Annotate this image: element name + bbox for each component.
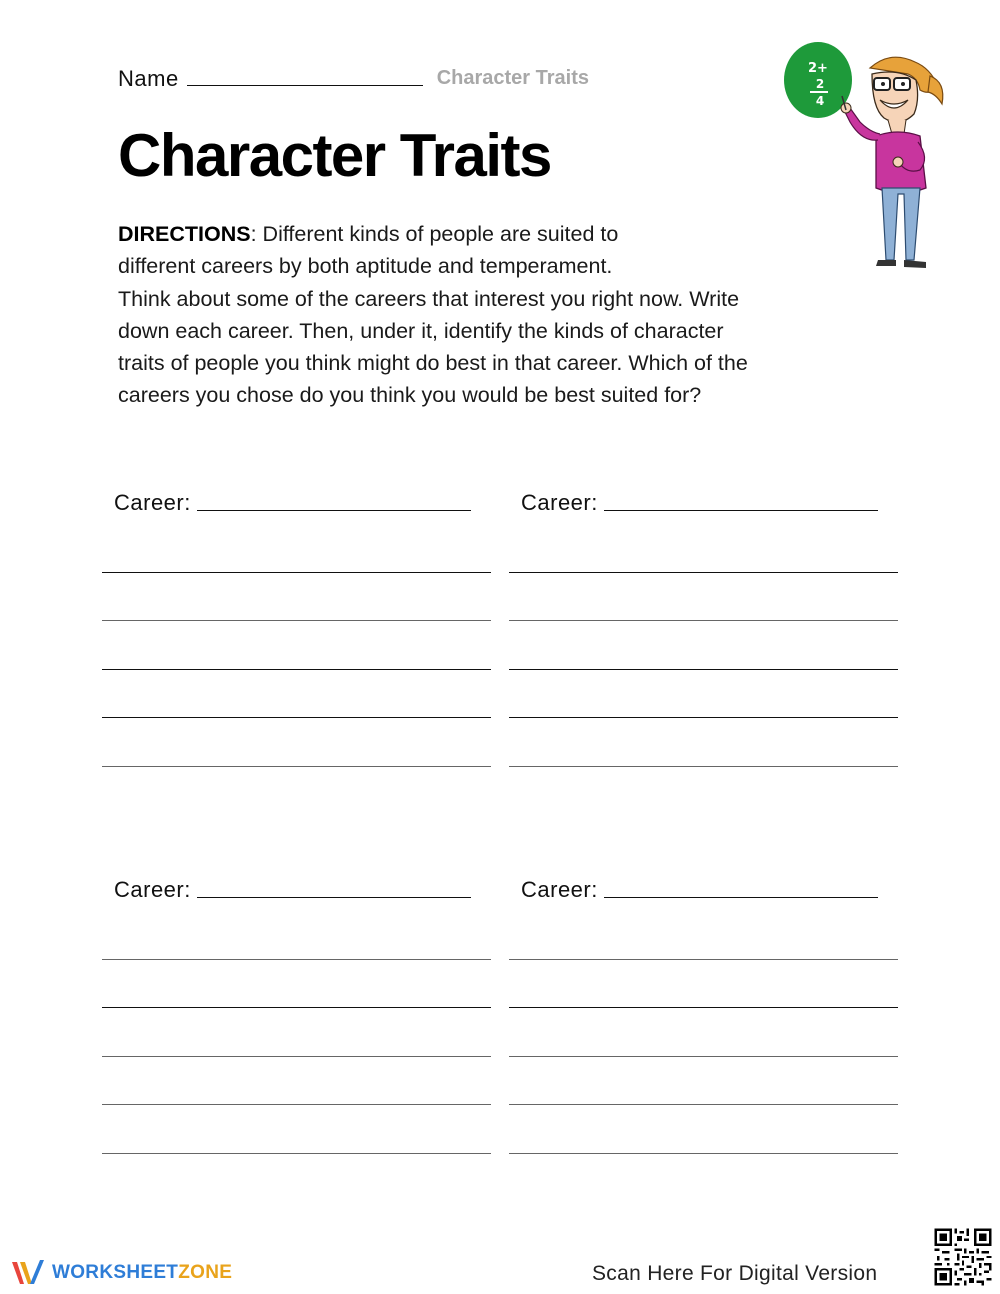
qr-code-icon[interactable] [932,1226,994,1288]
trait-line-5[interactable] [509,1153,898,1154]
trait-line-5[interactable] [102,766,491,767]
directions-line-4: down each career. Then, under it, identify the kinds of character [118,318,724,343]
directions-line-6: careers you chose do you think you would be best suited for? [118,383,702,408]
sign-text-3: 4 [815,94,825,108]
career-heading [521,486,901,516]
trait-line-1[interactable] [102,959,491,960]
name-row [118,58,589,92]
trait-line-2[interactable] [102,1007,491,1008]
trait-line-1[interactable] [509,572,898,573]
career-label: Career: [521,490,598,515]
scan-instruction: Scan Here For Digital Version [592,1262,878,1285]
career-block-4 [509,873,901,1158]
brand-name-part1: WORKSHEET [52,1262,179,1283]
trait-line-3[interactable] [102,669,491,670]
trait-line-3[interactable] [102,1056,491,1057]
trait-line-2[interactable] [509,1007,898,1008]
trait-line-3[interactable] [509,669,898,670]
worksheetzone-logo[interactable] [10,1258,232,1288]
trait-line-1[interactable] [102,572,491,573]
trait-line-5[interactable] [509,766,898,767]
directions [118,218,878,412]
directions-line-2: different careers by both aptitude and temperament. [118,254,613,279]
career-block-1 [102,486,494,771]
career-label: Career: [114,490,191,515]
career-block-3 [102,873,494,1158]
directions-text-1: : Different kinds of people are suited to [250,222,619,246]
brand-name-part2: ZONE [178,1262,233,1283]
trait-line-2[interactable] [102,620,491,621]
career-name-line[interactable] [604,510,878,511]
career-block-2 [509,486,901,771]
directions-label: DIRECTIONS [118,222,251,246]
worksheetzone-w-icon [10,1258,46,1288]
career-heading [114,873,494,903]
directions-line-1 [118,218,878,250]
career-name-line[interactable] [197,510,471,511]
trait-line-4[interactable] [509,1104,898,1105]
trait-line-1[interactable] [509,959,898,960]
page-title: Character Traits [118,122,551,189]
trait-line-4[interactable] [102,1104,491,1105]
trait-line-2[interactable] [509,620,898,621]
brand-name [52,1262,232,1284]
trait-line-5[interactable] [102,1153,491,1154]
worksheet-tag: Character Traits [436,67,589,89]
career-label: Career: [521,877,598,902]
name-label: Name [118,66,179,91]
trait-line-3[interactable] [509,1056,898,1057]
career-heading [521,873,901,903]
career-name-line[interactable] [197,897,471,898]
trait-line-4[interactable] [509,717,898,718]
name-write-line[interactable] [187,85,423,86]
sign-text-1: 2+ [808,61,828,76]
sign-text-2: 2 [815,77,825,91]
directions-line-5: traits of people you think might do best in that career. Which of the [118,351,748,376]
trait-line-4[interactable] [102,717,491,718]
directions-line-3: Think about some of the careers that interest you right now. Write [118,286,740,311]
career-label: Career: [114,877,191,902]
career-name-line[interactable] [604,897,878,898]
career-heading [114,486,494,516]
